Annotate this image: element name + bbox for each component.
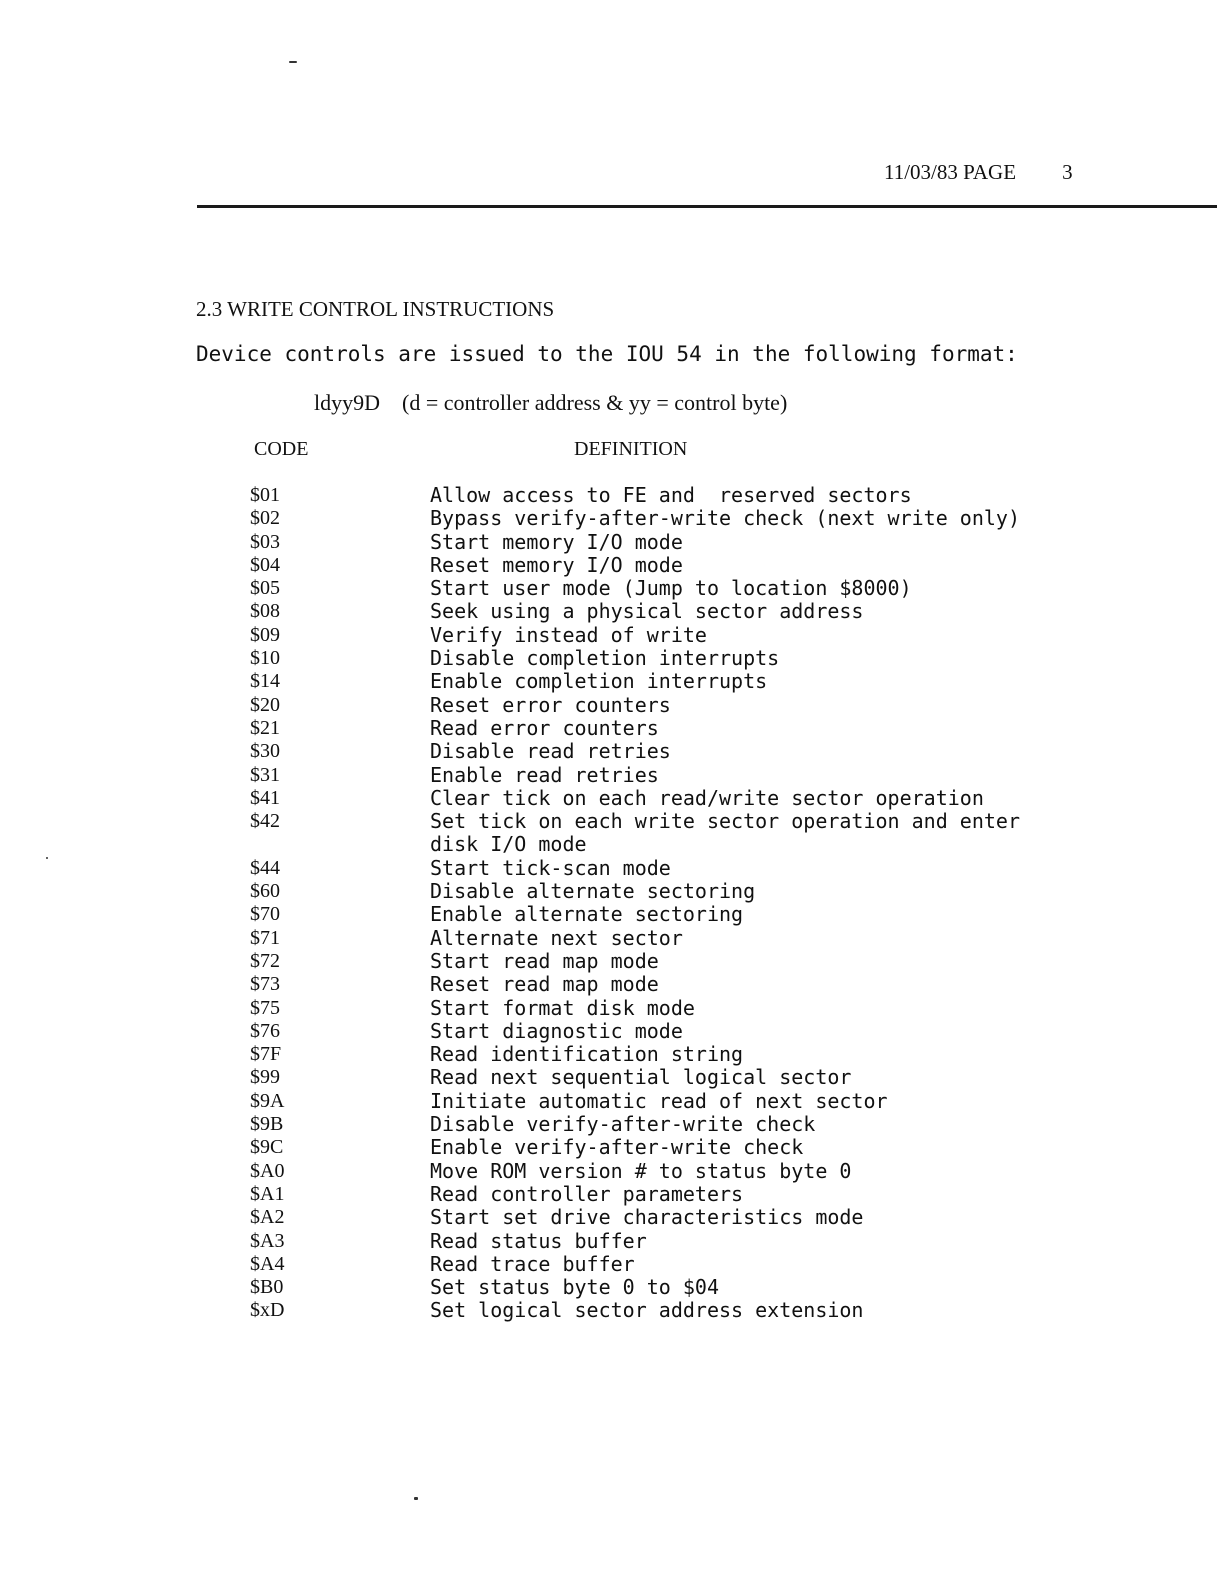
control-code: $70: [250, 903, 280, 926]
control-definition: Initiate automatic read of next sector: [430, 1088, 888, 1113]
control-definition: Read next sequential logical sector: [430, 1065, 852, 1090]
table-row: [250, 857, 1150, 880]
table-row: [250, 647, 1150, 670]
control-code: $A0: [250, 1159, 285, 1182]
table-row: [250, 484, 1150, 507]
table-row: [250, 1230, 1150, 1253]
table-row: [250, 600, 1150, 623]
control-definition: Read status buffer: [430, 1228, 647, 1253]
table-row: [250, 787, 1150, 810]
control-definition: Disable read retries: [430, 739, 671, 764]
control-definition: Reset memory I/O mode: [430, 552, 683, 577]
section-title: 2.3 WRITE CONTROL INSTRUCTIONS: [196, 297, 555, 321]
table-row: [250, 740, 1150, 763]
control-code: $09: [250, 623, 280, 646]
format-line: [314, 390, 787, 416]
table-row: [250, 1090, 1150, 1113]
table-row: [250, 1253, 1150, 1276]
control-code: $60: [250, 880, 280, 903]
table-row: [250, 694, 1150, 717]
table-row: [250, 903, 1150, 926]
control-definition: Verify instead of write: [430, 622, 707, 647]
control-code: $7F: [250, 1043, 282, 1066]
table-row: [250, 717, 1150, 740]
control-definition: Set tick on each write sector operation and enter disk I/O mode: [430, 809, 1033, 857]
page-number: 3: [1062, 160, 1073, 184]
table-row: [250, 1113, 1150, 1136]
control-definition: Enable completion interrupts: [430, 669, 768, 694]
intro-paragraph: Device controls are issued to the IOU 54 in the following format:: [196, 342, 1018, 366]
control-definition: Start read map mode: [430, 948, 659, 973]
table-row: [250, 1066, 1150, 1089]
control-code: $08: [250, 600, 280, 623]
table-row: [250, 624, 1150, 647]
control-code: $9A: [250, 1089, 285, 1112]
control-code: $05: [250, 577, 280, 600]
control-code: $03: [250, 530, 280, 553]
control-definition: Start format disk mode: [430, 995, 695, 1020]
table-row: [250, 507, 1150, 530]
control-code: $A1: [250, 1182, 285, 1205]
control-code: $31: [250, 763, 280, 786]
header-rule: [197, 205, 1217, 208]
control-definition: Read identification string: [430, 1042, 744, 1067]
definition-column-header: DEFINITION: [574, 438, 688, 460]
table-row: [250, 1043, 1150, 1066]
table-row: [250, 927, 1150, 950]
control-definition: Bypass verify-after-write check (next write only): [430, 506, 1021, 531]
control-code: $21: [250, 716, 280, 739]
control-definition: Set logical sector address extension: [430, 1298, 864, 1323]
control-definition: Read trace buffer: [430, 1251, 635, 1276]
control-definition: Read error counters: [430, 715, 659, 740]
table-row: [250, 764, 1150, 787]
table-row: [250, 997, 1150, 1020]
table-row: [250, 1160, 1150, 1183]
control-definition: Read controller parameters: [430, 1181, 744, 1206]
control-code: $71: [250, 926, 280, 949]
table-row: [250, 880, 1150, 903]
control-code: $99: [250, 1066, 280, 1089]
scan-speck: [46, 857, 48, 859]
table-row: [250, 1183, 1150, 1206]
table-row: [250, 1020, 1150, 1043]
control-code: $14: [250, 670, 280, 693]
control-definition: Start user mode (Jump to location $8000): [430, 576, 912, 601]
control-definition: Reset error counters: [430, 692, 671, 717]
table-row: [250, 670, 1150, 693]
control-definition: Clear tick on each read/write sector operation: [430, 785, 984, 810]
table-row: [250, 577, 1150, 600]
control-code: $75: [250, 996, 280, 1019]
control-definition: Seek using a physical sector address: [430, 599, 864, 624]
scan-speck: [414, 1497, 418, 1500]
table-row: [250, 531, 1150, 554]
table-row: [250, 973, 1150, 996]
control-code: $73: [250, 973, 280, 996]
table-row: [250, 554, 1150, 577]
table-row: [250, 950, 1150, 973]
control-code: $B0: [250, 1276, 284, 1299]
table-row: [250, 1136, 1150, 1159]
control-code: $44: [250, 856, 280, 879]
control-definition: Set status byte 0 to $04: [430, 1275, 719, 1300]
control-code: $72: [250, 949, 280, 972]
scan-speck: [289, 61, 297, 63]
control-code: $20: [250, 693, 280, 716]
control-code: $04: [250, 553, 280, 576]
header-date-page: 11/03/83 PAGE: [884, 160, 1017, 184]
control-definition: Disable verify-after-write check: [430, 1112, 816, 1137]
page-header: [884, 160, 1073, 185]
control-definition: Alternate next sector: [430, 925, 683, 950]
control-code: $9B: [250, 1113, 284, 1136]
control-definition: Start diagnostic mode: [430, 1018, 683, 1043]
control-code: $A4: [250, 1252, 285, 1275]
table-row: [250, 810, 1150, 857]
format-string: ldyy9D: [314, 390, 380, 415]
control-code: $xD: [250, 1299, 285, 1322]
control-definition: Start set drive characteristics mode: [430, 1205, 864, 1230]
control-code: $02: [250, 507, 280, 530]
control-code: $76: [250, 1019, 280, 1042]
control-definition: Move ROM version # to status byte 0: [430, 1158, 852, 1183]
format-note: (d = controller address & yy = control byte): [402, 390, 788, 415]
control-definition: Enable verify-after-write check: [430, 1135, 804, 1160]
table-row: [250, 1299, 1150, 1322]
control-definition: Reset read map mode: [430, 972, 659, 997]
control-code: $9C: [250, 1136, 284, 1159]
control-definition: Enable read retries: [430, 762, 659, 787]
control-code: $A2: [250, 1206, 285, 1229]
control-definition: Allow access to FE and reserved sectors: [430, 483, 912, 507]
control-definition: Enable alternate sectoring: [430, 902, 744, 927]
control-code: $10: [250, 647, 280, 670]
control-code: $01: [250, 484, 280, 506]
control-code: $A3: [250, 1229, 285, 1252]
control-definition: Disable completion interrupts: [430, 646, 780, 671]
control-code: $42: [250, 810, 280, 833]
control-definition: Disable alternate sectoring: [430, 879, 756, 904]
control-code: $41: [250, 786, 280, 809]
control-definition: Start memory I/O mode: [430, 529, 683, 554]
table-row: [250, 1206, 1150, 1229]
control-code: $30: [250, 740, 280, 763]
control-definition: Start tick-scan mode: [430, 855, 671, 880]
table-row: [250, 1276, 1150, 1299]
control-code-table: [250, 484, 1150, 1323]
code-column-header: CODE: [254, 438, 309, 460]
